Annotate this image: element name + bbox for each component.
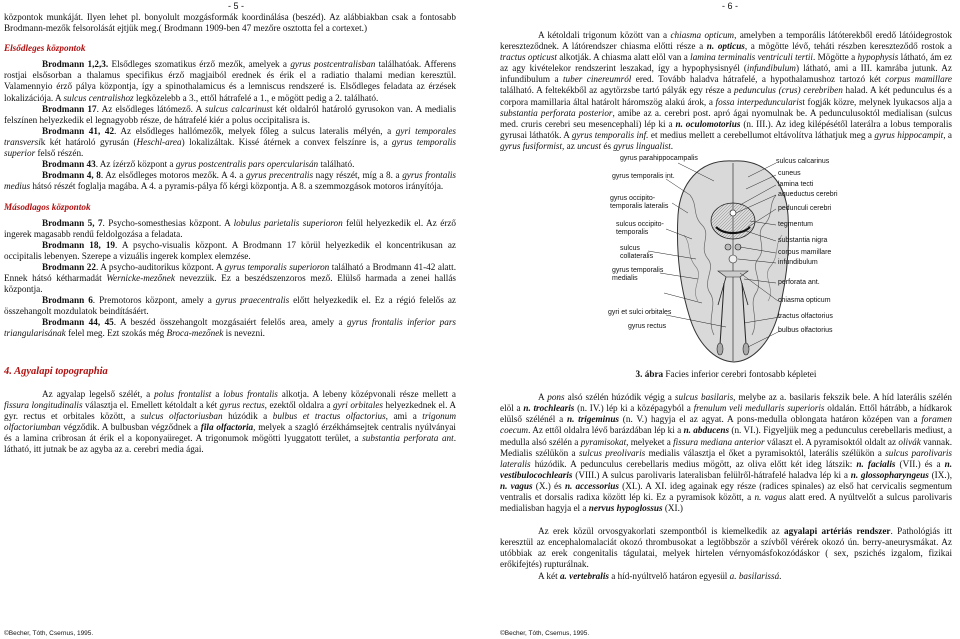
label-lamina-tecti: lamina tecti	[778, 181, 814, 189]
text-span: található.	[318, 159, 355, 170]
term: a. basilarissá	[729, 570, 780, 581]
paragraph-brodmann-43	[4, 159, 456, 170]
text-span: (n. IV.) lép ki a középagyból a	[574, 403, 694, 414]
text-span: (n. VI.). Figyeljük meg a pedunculus cerebellaris mediust, a medulla alsó szélén a	[500, 425, 952, 447]
paragraph-brodmann-1819	[4, 240, 456, 262]
text-span: . Az elsődleges motoros mezők. A 4. a	[100, 170, 246, 181]
term-brodmann-48: Brodmann 4, 8	[42, 170, 101, 181]
term-wernicke: Wernicke-mezőnek	[106, 272, 175, 283]
term: n. glossopharyngeus	[850, 469, 929, 480]
text-span: (XI.)	[662, 503, 683, 514]
term-fissura-longitudinalis: fissura longitudinalis	[4, 399, 83, 410]
paragraph-arteries	[500, 526, 952, 570]
term: gyrus hippocampit	[874, 129, 944, 140]
text-span: is nevezni.	[223, 328, 265, 339]
term: hypophysis	[857, 52, 899, 63]
paragraph-topography	[4, 389, 456, 456]
text-span: . Az ízérző központ a	[95, 159, 176, 170]
label-aqueductus-cerebri: aqueductus cerebri	[778, 191, 838, 199]
text-span: (n. V.) hagyja el az agyat. A pons-medulla oblongata határon középen van a	[619, 414, 922, 425]
paragraph-brodmann-4445	[4, 317, 456, 339]
term-gyrus-postcentralis: gyrus postcentralisban	[290, 59, 376, 70]
text-span: .	[779, 570, 782, 581]
term-brodmann-57: Brodmann 5, 7	[42, 217, 103, 228]
text-span: hátsó részét foglalja magába. A 4. a pyramis-pálya fő kérgi központja. A 8. a szemmozgások motoros irányítója.	[30, 181, 444, 192]
text-span: A két	[538, 570, 560, 581]
term: agyalapi artériás rendszer	[784, 526, 891, 537]
text-span: húzódik. A pedunculus cerebellaris medius mögött, az oliva előtt két ideg látszik:	[530, 458, 857, 469]
term-heschl-area: Heschl-area	[136, 136, 182, 147]
label-gyri-orbitales: gyri et sulci orbitales	[608, 309, 672, 317]
term: fossa interpedunculari	[715, 96, 799, 107]
text-span: . Psycho-somesthesias központ. A	[102, 217, 234, 228]
text-span: nagy részét, míg a 8. a	[313, 170, 403, 181]
term: tractus opticust	[500, 52, 557, 63]
term: fissura mediana anterior	[673, 436, 765, 447]
text-span: , a mögötte lévő, teháti részben kereszteződő rostok a	[744, 41, 952, 52]
text-span: (X.) és	[532, 480, 565, 491]
footer-left: ©Becher, Tóth, Csernus, 1995.	[4, 630, 94, 637]
paragraph-vertebralis	[500, 571, 952, 582]
text-span: húzódik a	[222, 410, 273, 421]
term: n. facialis	[856, 458, 896, 469]
label-substantia-nigra: substantia nigra	[778, 237, 828, 245]
text-span: . látható, itt jutnak be az agyba az a. cerebri media ágai.	[4, 433, 457, 455]
text-span: a	[211, 388, 224, 399]
text-span: . A psycho-auditorikus központ. A	[95, 261, 225, 272]
term: sulcus basilaris	[674, 392, 734, 403]
caption-text: Facies inferior cerebri fontosabb képletei	[663, 369, 817, 380]
term-trigonum: trigonum olfactoriumban	[4, 410, 456, 432]
term: lamina terminalis ventriculi tertii	[690, 52, 813, 63]
term: frenulum veli medullaris superioris	[693, 403, 825, 414]
label-gyrus-occipitotemporalis: gyrus occipito- temporalis lateralis	[610, 195, 669, 211]
text-span: alkotja. A lebeny középvonali része mellett a	[277, 388, 457, 399]
text-span: Az erek közül orvosgyakorlati szempontból is kiemelkedik az	[538, 526, 784, 537]
term-broca: Broca-mezőnek	[166, 328, 224, 339]
text-span: felel meg. Ezt szokás még	[65, 328, 167, 339]
heading-secondary-centers: Másodlagos központok	[4, 202, 91, 213]
label-tegmentum: tegmentum	[778, 221, 814, 229]
term: gyrus temporalis inf.	[571, 129, 649, 140]
term: pons	[547, 392, 565, 403]
text-span: . Premotoros központ, amely a	[92, 295, 216, 306]
heading-topography: 4. Agyalapi topographia	[4, 365, 108, 377]
term-gyri-orbitales: gyri orbitales	[333, 399, 383, 410]
label-sulcus-occipitotemporalis: sulcus occipito- temporalis	[616, 221, 664, 237]
term-brodmann-22: Brodmann 22	[42, 261, 96, 272]
text-span: a híd-nyúltvelő határon egyesül	[608, 570, 730, 581]
heading-primary-centers: Elsődleges központok	[4, 43, 86, 54]
text-span: . A psycho-visualis központ. A Brodmann 17 körül helyezkedik el koncentrikusan az occipitalis lebenyen. Szerepe a vizuális ingerek komplex elemzése.	[4, 239, 456, 261]
term-brodmann-4142: Brodmann 41, 42	[42, 125, 115, 136]
text-span: .	[670, 140, 674, 151]
caption-label: 3. ábra	[635, 369, 664, 380]
term-gyrus-frontalis-medius: gyrus frontalis medius	[4, 170, 457, 192]
term: a. vertebralis	[559, 570, 609, 581]
term: olivák	[898, 436, 921, 447]
term: gyrus fusiformist	[500, 140, 563, 151]
label-gyrus-temporalis-int: gyrus temporalis int.	[612, 173, 675, 181]
term-lobulus-parietalis: lobulus parietalis superioron	[233, 217, 343, 228]
text-span: (VIII.) A sulcus parolivaris lateralisban felülről-hátrafelé haladva lép ki a	[572, 469, 851, 480]
term-gyri-temporales: gyri temporales transversi	[4, 125, 456, 147]
text-span: , amelyben a temporális látóterekből eredő látóidegrostok kereszteződnek. A látórendszer chiasma előtti része a	[500, 30, 952, 52]
term-sulcus-calcarinus: sulcus calcarinus	[205, 103, 270, 114]
term: sulcus preolivaris	[578, 447, 646, 458]
label-chiasma-opticum: chiasma opticum	[778, 297, 831, 305]
paragraph-chiasma	[500, 30, 952, 152]
term-gyrus-precentralis: gyrus precentralis	[245, 170, 314, 181]
term-brodmann-43: Brodmann 43	[42, 159, 96, 170]
term-sulcus-centralis: sulcus centralishoz	[63, 92, 134, 103]
text-span: st fogják közre, melynek lyukacsos alja a	[798, 96, 952, 107]
text-span: alsó szélén húzódik végig a	[564, 392, 675, 403]
text-span: , a	[943, 129, 952, 140]
paragraph-pons	[500, 392, 952, 514]
text-span: , ami a	[385, 410, 423, 421]
text-span: végződik. A bulbusban végződnek a	[60, 421, 201, 432]
paragraph-brodmann-4142	[4, 126, 456, 159]
text-span: helyezkednek el. A gyr. rectus et orbitales között, a	[4, 399, 457, 421]
term-brodmann-6: Brodmann 6	[42, 295, 93, 306]
text-span: felül helyezkedik el. Az érző ingerek magasabb rendű feldolgozása a feladata.	[4, 217, 457, 239]
text-span: , amibe az a. cerebri post. apró ágai nyomulnak be. A pedunculusoktól medialisan (sulcus med. cruris cerebri seu mesencephali) lép ki a	[500, 107, 952, 129]
paragraph-brodmann-57	[4, 218, 456, 240]
term-gyrus-temporalis-superior: gyrus temporalis superior	[4, 136, 457, 159]
text-span: előtt helyezkedik el. Ez a régió felelős az összehangolt mozdulatok beindításáért.	[4, 295, 456, 317]
text-span: vannak. Medialis szélükön a	[500, 436, 952, 458]
text-span: . Az elsődleges hallómezők, melyek főleg a sulcus lateralis mélyén, a	[114, 125, 396, 136]
brain-base-figure	[608, 155, 848, 367]
term-gyrus-rectus: gyrus rectus	[219, 399, 265, 410]
right-column	[500, 30, 952, 582]
term: nervus hypoglossus	[588, 503, 663, 514]
term: uncust	[577, 140, 602, 151]
footer-right: ©Becher, Tóth, Csernus, 1995.	[500, 630, 590, 637]
text-span: Az agyalap legelső szélét, a	[42, 388, 155, 399]
text-span: , az	[562, 140, 578, 151]
text-span: Elsődleges szomatikus érző mezők, amelyek a	[108, 59, 291, 70]
term-substantia-perforata: substantia perforata ant	[362, 433, 454, 443]
text-span: halad. A két pedunculus és a corpora mamillaria által határolt háromszög alakú árok, a	[500, 85, 952, 107]
term: n. trochlearis	[523, 403, 575, 414]
text-span: (VII.) és a	[895, 458, 945, 469]
term: n. vagus	[754, 491, 787, 502]
text-span: oldalán. Ettől hátrább, a hídkarok elülső szélénél a	[500, 403, 952, 425]
term: pedunculus (crus) cerebriben	[734, 85, 843, 96]
term: n. accessorius	[564, 480, 619, 491]
term-gyrus-praecentralis: gyrus praecentralis	[215, 295, 290, 306]
term-sulcus-olfactorius: sulcus olfactoriusban	[140, 410, 223, 421]
page-number-left: - 5 -	[228, 1, 245, 11]
label-bulbus-olfactorius: bulbus olfactorius	[778, 327, 833, 335]
term-brodmann-1819: Brodmann 18, 19	[42, 239, 116, 250]
text-span: nevezzük. Ez a beszédszenzoros mező. Elülső harmada a zenei hallás központja.	[4, 272, 456, 295]
text-span: . Az elsődleges látómező. A	[96, 103, 206, 114]
term: gyrus lingualist	[613, 140, 671, 151]
term-brodmann-123: Brodmann 1,2,3.	[42, 59, 109, 70]
text-span: látható, ám ez az agy kivételekor rendszerint leszakad, így a hypophysisnyél (	[500, 52, 952, 74]
term-pars-triangularis: gyrus frontalis inferior pars triangularisának	[4, 317, 456, 339]
text-span: felső részén.	[35, 148, 84, 159]
term: n. abducens	[683, 425, 730, 436]
term: corpus mamillare	[885, 74, 953, 85]
text-span: . A beszéd összehangolt mozgásaiért felelős area, amely a	[113, 317, 348, 328]
label-tractus-olfactorius: tractus olfactorius	[778, 313, 833, 321]
term-pars-opercularis: gyrus postcentralis pars opercularisán	[175, 159, 319, 170]
term-fila-olfactoria: fila olfactoria	[200, 421, 254, 432]
term: sulcus parolivaris lateralis	[500, 447, 953, 469]
paragraph-brodmann-22	[4, 262, 456, 295]
text-span: választja el. Emellett kétoldalt a két	[82, 399, 220, 410]
text-span: , melybe az a. basilaris fekszik bele. A híd laterális szélén elöl a	[500, 392, 952, 414]
label-gyrus-temporalis-medialis: gyrus temporalis medialis	[612, 267, 664, 283]
text-span: . Az ettől oldalra lévő barázdában lép ki a	[528, 425, 684, 436]
text-span: et medius mellett a cerebellumot eltávolítva láthatjuk meg a	[648, 129, 875, 140]
term: n. trigeminus	[566, 414, 620, 425]
term-lobus-frontalis: lobus frontalis	[223, 388, 278, 399]
text-span: ) látható, ami a III. kamrába jutunk. Az infundibulum a	[500, 63, 952, 85]
text-span: ideg againak egy része (radices spinales) az első hat cervicalis segmentum ventralis et dorsalis radixa között lép ki. Ez a pyramisok között, a	[500, 480, 952, 502]
term: chiasma opticum	[670, 30, 735, 40]
text-span: ) lokalizáltak. Kissé átérnek a convex felszínre is, a	[181, 136, 392, 147]
text-span: legközelebb a 3., ettől hátrafelé a 1., e mögött pedig a 2. található.	[133, 92, 379, 103]
figure-caption	[500, 369, 952, 380]
text-span: . Mögötte a	[812, 52, 858, 63]
text-span: alatt ered. A nyúltvelőt a sulcus parolivaris medialisban hagyja el a	[500, 491, 952, 514]
term: foramen coecum	[500, 414, 952, 436]
text-span: (IX.),	[928, 469, 952, 480]
term: n. oculomotorius	[675, 118, 741, 129]
term: n. vestibulocochlearis	[500, 458, 953, 480]
text-span: , ezektől oldalra a	[264, 399, 334, 410]
term: pyramisokat	[580, 436, 627, 447]
term: tuber cinereumról	[562, 74, 632, 85]
label-gyrus-rectus: gyrus rectus	[628, 323, 667, 331]
paragraph-brodmann-6	[4, 295, 456, 317]
term-brodmann-4445: Brodmann 44, 45	[42, 317, 114, 328]
label-infundibulum: infundibulum	[778, 259, 818, 267]
left-column	[4, 12, 456, 455]
label-perforata-ant: perforata ant.	[778, 279, 820, 287]
text-span: A kétoldali trigonum között van a	[538, 30, 671, 40]
text-span: t két oldalról határoló gyrusokon van. A medialis felszínen helyezkedik el legnagyobb része, de hátrafelé kiér a polus occipitalisra is.	[4, 103, 456, 125]
text-span: alkotják. A chiasma alatt elöl van a	[556, 52, 691, 63]
term-brodmann-17: Brodmann 17	[42, 103, 97, 114]
text-span: ered. Tovább haladva hátrafelé, a hypothalamushoz tartozó két	[631, 74, 886, 85]
text-span: és	[601, 140, 614, 151]
term-gyrus-temporalis-superior: gyrus temporalis superioron	[224, 261, 330, 272]
label-sulcus-calcarinus: sulcus calcarinus	[776, 158, 830, 166]
label-pedunculi-cerebri: pedunculi cerebri	[778, 205, 832, 213]
text-span: választ el. A pyramisoktól oldalt az	[764, 436, 899, 447]
text-span: k két határoló gyrusán (	[40, 136, 137, 147]
term: n. opticus	[706, 41, 745, 52]
term-polus-frontalis: polus frontalist	[154, 388, 212, 399]
text-span: medialis választja el őket a pyramisoktól, laterális szélükön a	[645, 447, 886, 458]
intro-paragraph: központok munkáját. Ilyen lehet pl. bonyolult mozgásformák koordinálása (beszéd). Az alábbiakban csak a fontosabb Brodmann-mezők felsorolását ejtjük meg.( Brodmann 1909-ben 47 mezőre osztotta fel a cortexet.)	[4, 12, 456, 34]
text-span: . Pathológiás itt keresztül az encephalomalaciát okozó thrombusokat a legtöbbször a szívből vérérek okozó ún. berry-aneurysmákat. Az utóbbiak az erek congenitalis tágulatai, melyek hirtelen vérnyomásfokozódáskor ( sex, pszichés izgalom, fizikai erőkifejtés) rupturálnak.	[500, 526, 953, 570]
text-span: található a Brodmann 41-42 alatt. Ennek hátsó kétharmadát	[4, 261, 456, 283]
text-span: , melyek a szagló érzékhámsejtek centralis nyúlványai és a lamina cribrosan át érik el a koponyaüreget. A trigonumok mögötti lyuggatott terület, a	[4, 421, 456, 443]
page-number-right: - 6 -	[722, 1, 739, 11]
label-cuneus: cuneus	[778, 170, 801, 178]
label-gyrus-parahippocampalis: gyrus parahippocampalis	[620, 155, 698, 163]
term: substantia perforata posterior	[500, 107, 613, 118]
term: infundibulum	[746, 63, 796, 74]
text-span: található. A feltekékből az agytörzsbe tartó pályák egy része a	[500, 85, 735, 96]
paragraph-brodmann-17	[4, 104, 456, 126]
text-span: (XI.). A XI.	[618, 480, 670, 491]
paragraph-brodmann-123	[4, 59, 456, 103]
paragraph-brodmann-48	[4, 170, 456, 192]
label-corpus-mamillare: corpus mamillare	[778, 249, 832, 257]
text-span: (n. III.). Az ideg kilépésétől laterálra a lobus temporalis gyrusai láthatók. A	[500, 118, 952, 140]
term-bulbus-tractus: bulbus et tractus olfactorius	[272, 410, 386, 421]
text-span: , melyeket a	[626, 436, 674, 447]
text-span: A	[538, 392, 548, 403]
text-span: találhatóak. Afferens rostjai elsősorban a thalamus specifikus érző magjaiból erednek és érik el a radiatio thalami median keresztül. Valamennyio érző pálya központja, így a spinothalamicus és a lemniscus rendszeré is. Elsődleges feladata az érzések lokalizációja. A	[4, 59, 456, 103]
term: n. vagus	[500, 480, 533, 491]
label-sulcus-collateralis: sulcus collateralis	[620, 245, 654, 261]
